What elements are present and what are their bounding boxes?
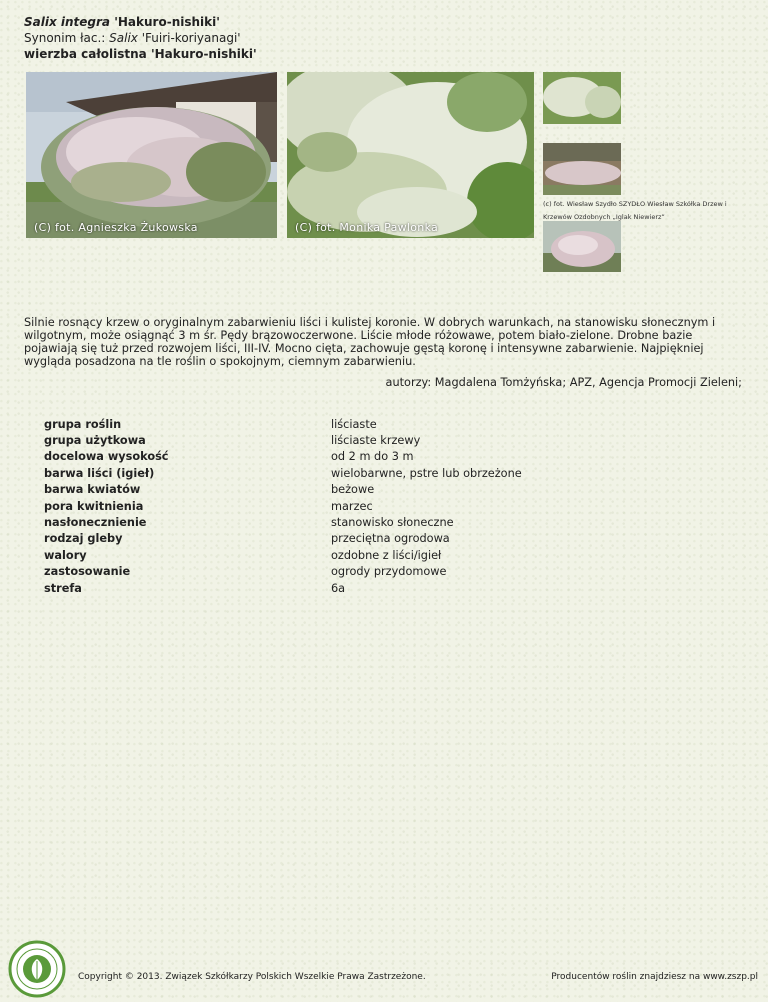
plant-header (24, 14, 257, 62)
latin-name (24, 14, 257, 30)
property-row: walory ozdobne z liści/igieł (44, 548, 442, 562)
photo-main-image (26, 72, 277, 238)
thumbnail-1-image (543, 72, 621, 124)
properties-table (44, 416, 522, 596)
photo-credit-small: (c) fot. Wiesław Szydło SZYDŁO Wiesław Szkółka Drzew i Krzewów Ozdobnych „Iglak Niewierz” (543, 200, 727, 221)
authors-line: autorzy: Magdalena Tomżyńska; APZ, Agencja Promocji Zieleni; (385, 376, 742, 389)
plant-description: Silnie rosnący krzew o oryginalnym zabarwieniu liści i kulistej koronie. W dobrych warunkach, na stanowisku słonecznym i wilgotnym, może osiągnąć 3 m śr. Pędy brązowoczerwone. Liście młode różowawe, potem biało-zielone. Drobne bazie pojawiają się tuż przed rozwojem liści, III-IV. Mocno cięta, zachowuje gęstą koronę i intensywne zabarwienie. Najpiękniej wygląda posadzona na tle roślin o spokojnym, ciemnym zabarwieniu. (24, 316, 716, 368)
synonym-prefix: Synonim łac.: (24, 31, 110, 45)
photo-closeup-image (287, 72, 534, 238)
thumbnail-3-image (543, 221, 621, 272)
zszp-logo[interactable] (8, 940, 66, 998)
polish-name: wierzba całolistna 'Hakuro-nishiki' (24, 47, 257, 61)
thumbnail-1[interactable] (543, 72, 621, 124)
property-row: docelowa wysokość od 2 m do 3 m (44, 450, 414, 464)
property-row: strefa 6a (44, 581, 346, 595)
photo-credit-2: (C) fot. Monika Pawlonka (295, 221, 439, 234)
thumbnail-2[interactable] (543, 143, 621, 195)
property-row: rodzaj gleby przeciętna ogrodowa (44, 532, 450, 546)
property-row: nasłonecznienie stanowisko słoneczne (44, 516, 454, 530)
property-row: grupa użytkowa liściaste krzewy (44, 434, 421, 448)
thumbnail-3[interactable] (543, 221, 621, 272)
property-row: grupa roślin liściaste (44, 417, 377, 431)
property-row: zastosowanie ogrody przydomowe (44, 565, 447, 579)
synonym-genus: Salix (109, 31, 138, 45)
photo-main[interactable] (26, 72, 277, 238)
property-row: pora kwitnienia marzec (44, 499, 373, 513)
property-row: barwa liści (igieł) wielobarwne, pstre lub obrzeżone (44, 466, 522, 480)
synonym-cultivar: 'Fuiri-koriyanagi' (137, 31, 241, 45)
latin-genus-species: Salix integra (24, 15, 111, 29)
property-row: barwa kwiatów beżowe (44, 483, 375, 497)
producers-link[interactable]: Producentów roślin znajdziesz na www.zszp.pl (551, 972, 758, 982)
leaf-logo-icon (8, 940, 66, 998)
photo-closeup[interactable] (287, 72, 534, 238)
photo-credit-1: (C) fot. Agnieszka Żukowska (34, 221, 198, 234)
thumbnail-2-image (543, 143, 621, 195)
cultivar-name: 'Hakuro-nishiki' (114, 15, 220, 29)
copyright-notice: Copyright © 2013. Związek Szkółkarzy Polskich Wszelkie Prawa Zastrzeżone. (78, 972, 426, 982)
synonym-line (24, 30, 257, 46)
